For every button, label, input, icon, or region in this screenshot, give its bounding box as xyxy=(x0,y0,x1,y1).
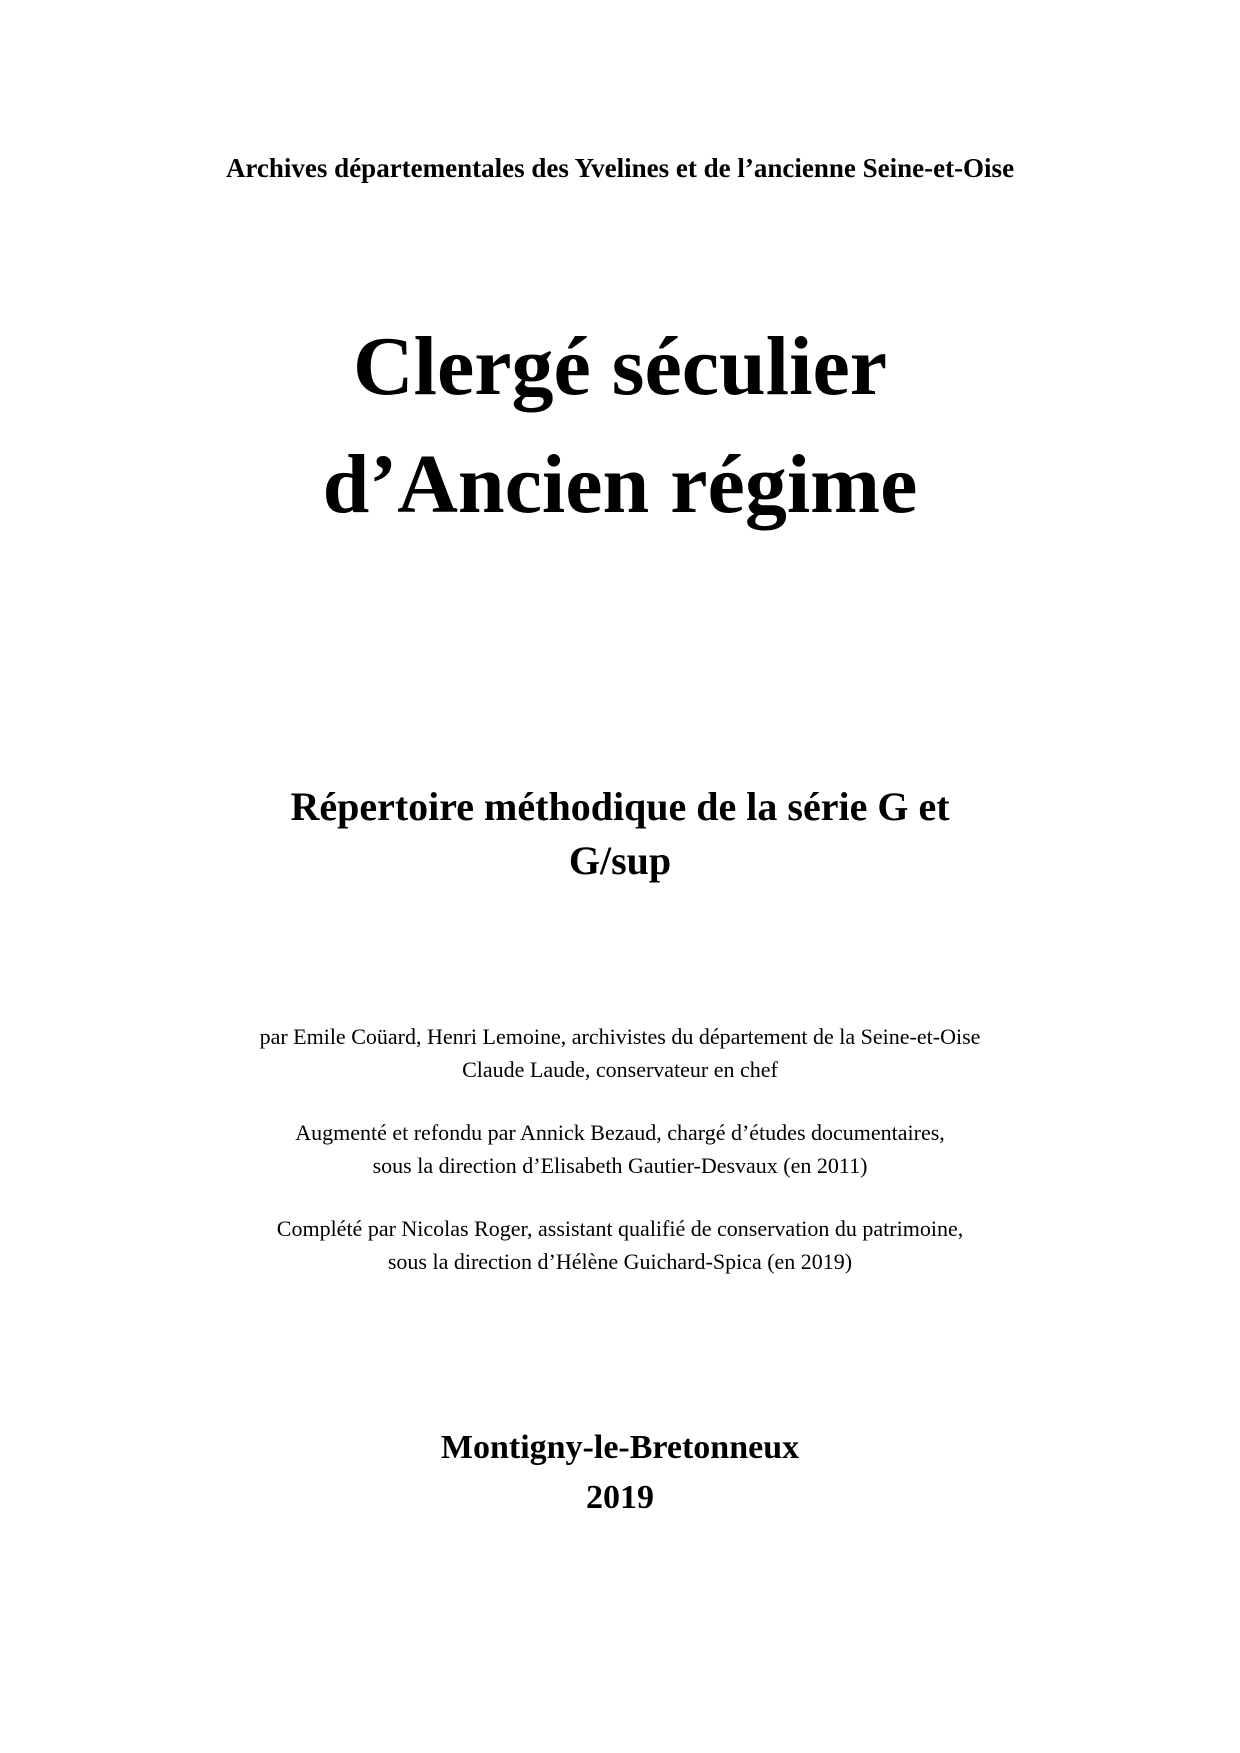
credit-line: sous la direction d’Hélène Guichard-Spica (en 2019) xyxy=(387,1249,853,1274)
imprint-year: 2019 xyxy=(586,1479,654,1516)
title-line-2: d’Ancien régime xyxy=(322,438,918,531)
title-line-1: Clergé séculier xyxy=(352,320,888,413)
subtitle-line-2: G/sup xyxy=(568,838,672,883)
credit-line: Augmenté et refondu par Annick Bezaud, chargé d’études documentaires, xyxy=(295,1120,945,1145)
credit-revision-2011 xyxy=(0,1116,1240,1182)
imprint-place: Montigny-le-Bretonneux xyxy=(440,1429,800,1466)
credit-original-authors xyxy=(0,1020,1240,1086)
credit-line: Complété par Nicolas Roger, assistant qualifié de conservation du patrimoine, xyxy=(276,1216,964,1241)
credit-line: par Emile Coüard, Henri Lemoine, archivistes du département de la Seine-et-Oise xyxy=(259,1024,981,1049)
institution-header xyxy=(0,150,1240,186)
subtitle-line-1: Répertoire méthodique de la série G et xyxy=(290,784,950,829)
credits-section xyxy=(0,1020,1240,1308)
imprint xyxy=(0,1423,1240,1523)
document-title xyxy=(0,308,1240,544)
institution-name: Archives départementales des Yvelines et de l’ancienne Seine-et-Oise xyxy=(225,153,1015,183)
credit-line: Claude Laude, conservateur en chef xyxy=(462,1057,778,1082)
credit-line: sous la direction d’Elisabeth Gautier-Desvaux (en 2011) xyxy=(372,1153,868,1178)
document-subtitle xyxy=(0,780,1240,888)
credit-completion-2019 xyxy=(0,1212,1240,1278)
